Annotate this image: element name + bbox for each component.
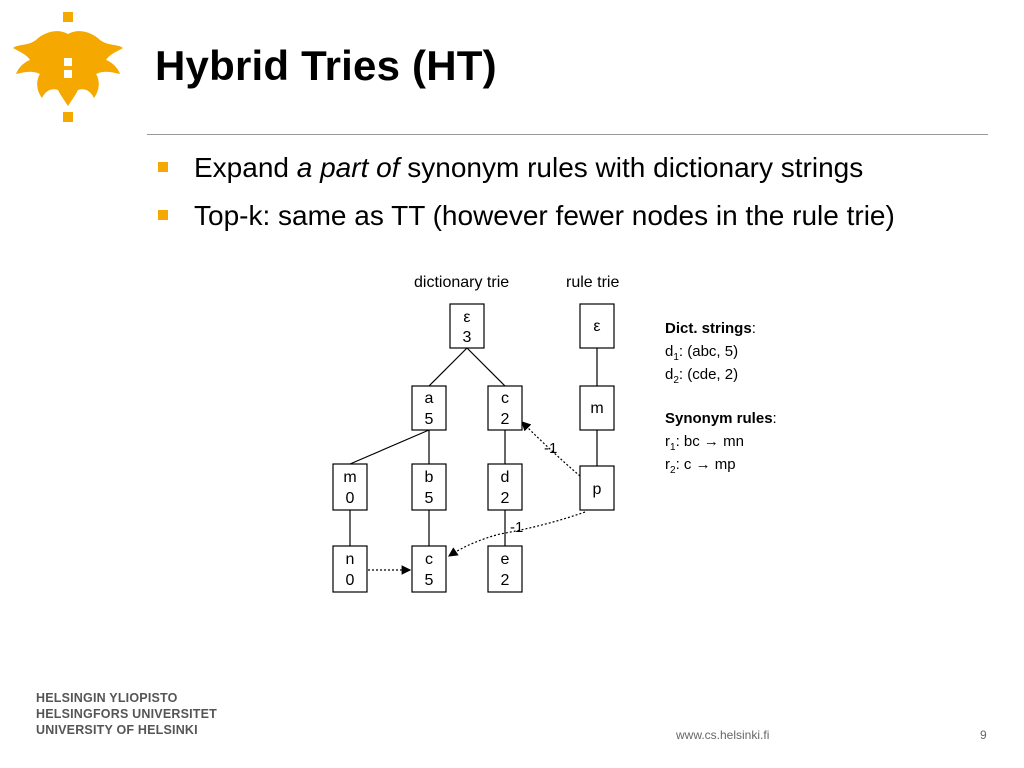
legend-r1: $r_1$: bc → mn [665,433,744,453]
svg-text:ε: ε [593,318,601,335]
svg-text:3: 3 [462,329,472,346]
wordmark-line: HELSINGIN YLIOPISTO [36,691,178,705]
legend-d1: $d_1$: (abc, 5) [665,343,739,363]
edge-a-m [350,430,429,464]
edge-root-a [429,348,467,386]
svg-text:b: b [424,469,434,486]
wordmark-line: HELSINGFORS UNIVERSITET [36,707,218,721]
trie-node-r-m [580,386,614,430]
trie-node-r-p [580,466,614,510]
trie-node-d-root [450,304,484,348]
svg-text:0: 0 [345,572,355,589]
svg-text:e: e [500,551,510,568]
svg-text:m: m [343,469,357,486]
svg-text:n: n [345,551,355,568]
svg-text:0: 0 [345,490,355,507]
bullet-square-icon [158,162,168,172]
bullet-square-icon [158,210,168,220]
trie-node-d-n [333,546,367,592]
link-weight-label: -1 [510,519,524,536]
legend-d2: $d_2$: (cde, 2) [665,366,739,386]
svg-text:ε: ε [463,309,471,326]
footer-url: www.cs.helsinki.fi [676,728,770,742]
svg-text:2: 2 [500,411,510,428]
svg-text:2: 2 [500,490,510,507]
rule-trie-label: rule trie [566,274,620,291]
university-wordmark [36,690,217,738]
svg-text:d: d [500,469,510,486]
trie-edges [350,348,597,546]
svg-text:c: c [425,551,433,568]
svg-text:5: 5 [424,572,434,589]
bullet-list [158,148,895,244]
svg-text:m: m [590,400,604,417]
edge-root-c [467,348,505,386]
bullet-text: synonym rules with dictionary strings [399,152,864,183]
trie-node-d-e [488,546,522,592]
legend-dict-title: Dict. strings: [665,320,756,337]
bullet-item-expand [158,148,895,196]
dictionary-trie-label: dictionary trie [414,274,510,291]
trie-node-d-d [488,464,522,510]
legend-r2: $r_2$: c → mp [665,456,736,476]
trie-node-d-a [412,386,446,430]
bullet-emphasis: a part of [296,152,400,183]
svg-text:a: a [424,390,434,407]
legend-syn-title: Synonym rules: [665,410,777,427]
university-flame-logo [10,8,135,128]
bullet-item-topk [158,196,895,244]
trie-diagram [320,262,840,602]
diagram-legend [665,320,777,476]
slide-title: Hybrid Tries (HT) [155,42,497,89]
bullet-text: Top-k: same as TT (however fewer nodes in the rule trie) [194,200,895,231]
bullet-text: Expand [194,152,297,183]
link-weight-label: -1 [544,440,558,457]
svg-text:5: 5 [424,490,434,507]
svg-text:c: c [501,390,509,407]
page-number: 9 [980,728,987,742]
trie-node-d-c5 [412,546,446,592]
trie-node-d-m [333,464,367,510]
title-divider [147,134,988,135]
trie-node-r-root [580,304,614,348]
svg-text:2: 2 [500,572,510,589]
trie-node-d-b [412,464,446,510]
wordmark-line: UNIVERSITY OF HELSINKI [36,723,198,737]
trie-node-d-c [488,386,522,430]
svg-text:p: p [592,481,602,498]
svg-text:5: 5 [424,411,434,428]
